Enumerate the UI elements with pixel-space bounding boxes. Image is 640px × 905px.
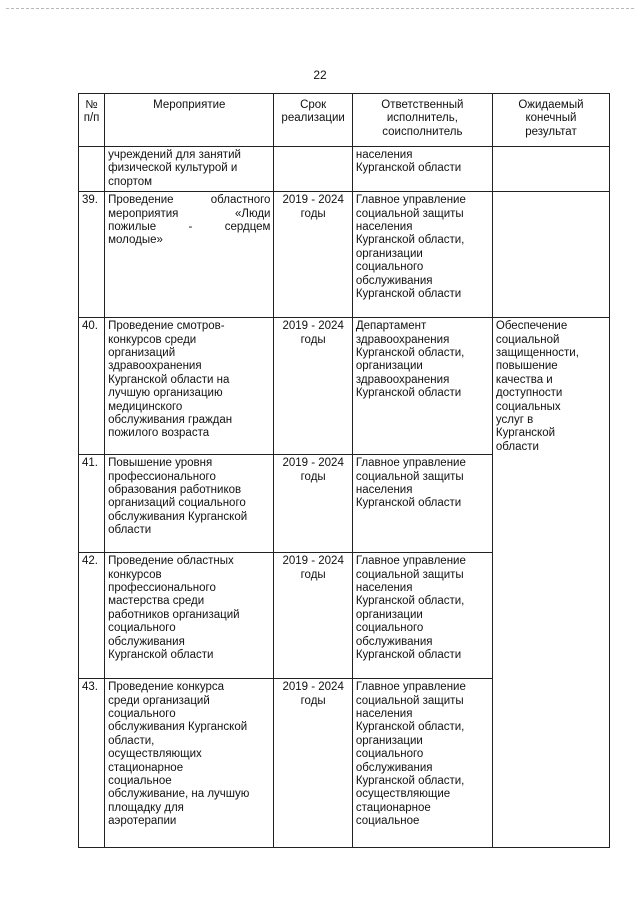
- table-header-row: [79, 94, 610, 147]
- cell-num: 40.: [79, 318, 105, 455]
- cell-term: [274, 147, 352, 192]
- cell-num: 42.: [79, 553, 105, 679]
- activities-table: [78, 93, 610, 848]
- cell-activity: учреждений для занятий физической культурой и спортом: [105, 147, 274, 192]
- cell-executor: Главное управление социальной защиты населения Курганской области, организации социального обслуживания Курганской области, осуществляющие стационарное социальное: [352, 679, 492, 848]
- table-row-continuation: [79, 147, 610, 192]
- cell-executor: Главное управление социальной защиты населения Курганской области: [352, 455, 492, 553]
- cell-activity: Проведение смотров- конкурсов среди организаций здравоохранения Курганской области на лучшую организацию медицинского обслуживания граждан пожилого возраста: [105, 318, 274, 455]
- header-term: Срок реализации: [274, 94, 352, 147]
- cell-term: 2019 - 2024 годы: [274, 455, 352, 553]
- cell-activity: Проведение областного мероприятия «Люди пожилые - сердцем молодые»: [105, 192, 274, 318]
- cell-executor: Главное управление социальной защиты населения Курганской области, организации социального обслуживания Курганской области: [352, 553, 492, 679]
- cell-result: [492, 147, 609, 192]
- cell-executor: населения Курганской области: [352, 147, 492, 192]
- table-row-39: [79, 192, 610, 318]
- cell-term: 2019 - 2024 годы: [274, 192, 352, 318]
- header-executor: Ответственный исполнитель, соисполнитель: [352, 94, 492, 147]
- cell-term: 2019 - 2024 годы: [274, 679, 352, 848]
- cell-num: 43.: [79, 679, 105, 848]
- cell-executor: Главное управление социальной защиты населения Курганской области, организации социального обслуживания Курганской области: [352, 192, 492, 318]
- header-num: № п/п: [79, 94, 105, 147]
- cell-activity: Проведение конкурса среди организаций социального обслуживания Курганской области, осуществляющих стационарное социальное обслуживание, на лучшую площадку для аэротерапии: [105, 679, 274, 848]
- cell-num: [79, 147, 105, 192]
- cell-term: 2019 - 2024 годы: [274, 553, 352, 679]
- cell-executor: Департамент здравоохранения Курганской области, организации здравоохранения Курганской области: [352, 318, 492, 455]
- header-activity: Мероприятие: [105, 94, 274, 147]
- cell-activity: Проведение областных конкурсов профессионального мастерства среди работников организаций социального обслуживания Курганской области: [105, 553, 274, 679]
- cell-result-merged: Обеспечение социальной защищенности, повышение качества и доступности социальных услуг в Курганской области: [492, 318, 609, 848]
- cell-num: 41.: [79, 455, 105, 553]
- cell-num: 39.: [79, 192, 105, 318]
- page-number: 22: [313, 68, 327, 82]
- table-row-40: [79, 318, 610, 455]
- cell-term: 2019 - 2024 годы: [274, 318, 352, 455]
- scan-edge-line: [6, 8, 634, 9]
- header-result: Ожидаемый конечный результат: [492, 94, 609, 147]
- cell-activity: Повышение уровня профессионального образования работников организаций социального обслуживания Курганской области: [105, 455, 274, 553]
- cell-result: [492, 192, 609, 318]
